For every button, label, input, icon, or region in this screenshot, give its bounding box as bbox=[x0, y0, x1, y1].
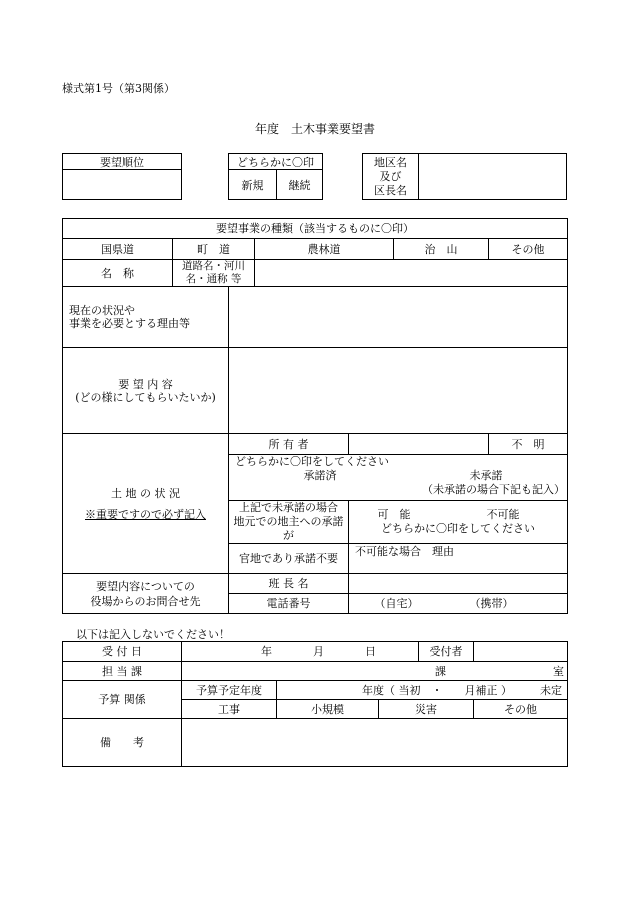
current-status-label bbox=[63, 287, 229, 348]
not-approved-option[interactable]: 未承諾 bbox=[469, 469, 503, 482]
budget-undecided-option[interactable]: 未定 bbox=[540, 683, 562, 697]
types-header: 要望事業の種類（該当するものに〇印） bbox=[63, 219, 568, 239]
not-approved-note: （未承諾の場合下記も記入） bbox=[422, 483, 565, 496]
impossible-reason-label: 不可能な場合 理由 bbox=[355, 545, 454, 558]
possible-option[interactable]: 可 能 bbox=[377, 508, 411, 521]
rank-field[interactable] bbox=[63, 170, 181, 200]
document-title: 年度 土木事業要望書 bbox=[254, 122, 375, 136]
department-ka-label: 課 bbox=[435, 664, 446, 678]
continue-option[interactable]: 継続 bbox=[288, 179, 311, 192]
office-use-notice: 以下は記入しないでください！ bbox=[76, 628, 230, 641]
land-status-label bbox=[63, 434, 229, 574]
leader-name-field[interactable] bbox=[349, 574, 568, 594]
new-or-continue-box bbox=[228, 153, 323, 200]
district-label bbox=[363, 154, 419, 199]
approval-status-cell bbox=[229, 455, 568, 501]
request-content-label-line2: (どの様にしてもらいたいか) bbox=[75, 390, 216, 404]
if-not-approved-label bbox=[229, 501, 349, 544]
impossible-reason-field[interactable] bbox=[349, 544, 568, 574]
budget-year-field[interactable] bbox=[277, 681, 568, 700]
category-disaster[interactable]: 災害 bbox=[379, 700, 474, 719]
department-field[interactable] bbox=[182, 662, 568, 681]
district-label-line1: 地区名 bbox=[374, 156, 407, 169]
budget-label: 予算 関係 bbox=[63, 681, 182, 719]
rank-box bbox=[62, 153, 182, 200]
gov-land-option[interactable]: 官地であり承諾不要 bbox=[229, 544, 349, 574]
request-content-field[interactable] bbox=[229, 348, 568, 434]
approved-option[interactable]: 承諾済 bbox=[303, 469, 337, 482]
phone-label: 電話番号 bbox=[229, 594, 349, 614]
phone-home-label: （自宅） bbox=[374, 597, 419, 610]
new-option[interactable]: 新規 bbox=[229, 170, 277, 200]
name-label: 名 称 bbox=[63, 260, 173, 287]
remarks-field[interactable] bbox=[182, 719, 568, 767]
district-field[interactable] bbox=[419, 154, 566, 199]
contact-label-line2: 役場からのお問合せ先 bbox=[90, 594, 201, 608]
district-box bbox=[362, 153, 567, 200]
receiver-label: 受付者 bbox=[419, 642, 474, 662]
current-status-label-line1: 現在の状況や bbox=[69, 304, 135, 317]
if-not-approved-line2: 地元での地主への承諾が bbox=[233, 515, 344, 542]
received-date-label: 受 付 日 bbox=[63, 642, 182, 662]
request-content-label-line1: 要 望 内 容 bbox=[118, 377, 173, 391]
impossible-option[interactable]: 不可能 bbox=[486, 508, 520, 521]
owner-label: 所 有 者 bbox=[229, 434, 349, 455]
budget-year-label: 予算予定年度 bbox=[182, 681, 277, 700]
land-status-note: ※重要ですので必ず記入 bbox=[85, 507, 206, 521]
remarks-label: 備 考 bbox=[63, 719, 182, 767]
request-content-label bbox=[63, 348, 229, 434]
new-or-continue-header: どちらかに〇印 bbox=[229, 154, 322, 170]
name-hint: 道路名・河川名・通称 等 bbox=[173, 260, 255, 287]
type-other[interactable]: その他 bbox=[489, 239, 568, 260]
budget-year-value: 年度（ 当初 ・ 月補正 ） bbox=[362, 683, 512, 697]
name-field[interactable] bbox=[255, 260, 568, 287]
type-prefectural-road[interactable]: 国県道 bbox=[63, 239, 173, 260]
current-status-field[interactable] bbox=[229, 287, 568, 348]
contact-label bbox=[63, 574, 229, 614]
rank-label: 要望順位 bbox=[63, 154, 181, 170]
received-date-field[interactable] bbox=[182, 642, 419, 662]
type-erosion-control[interactable]: 治 山 bbox=[394, 239, 489, 260]
district-label-line3: 区長名 bbox=[374, 184, 407, 197]
landowner-consent-cell bbox=[349, 501, 568, 544]
type-town-road[interactable]: 町 道 bbox=[173, 239, 255, 260]
land-status-title: 土 地 の 状 況 bbox=[111, 486, 180, 500]
department-label: 担 当 課 bbox=[63, 662, 182, 681]
owner-unknown-option[interactable]: 不 明 bbox=[489, 434, 568, 455]
request-form-table bbox=[62, 218, 568, 614]
district-label-line2: 及び bbox=[379, 170, 402, 183]
date-day-label: 日 bbox=[365, 645, 376, 658]
department-shitsu-label: 室 bbox=[553, 664, 564, 678]
leader-name-label: 班 長 名 bbox=[229, 574, 349, 594]
owner-field[interactable] bbox=[349, 434, 489, 455]
phone-field[interactable] bbox=[349, 594, 568, 614]
category-other[interactable]: その他 bbox=[474, 700, 568, 719]
current-status-label-line2: 事業を必要とする理由等 bbox=[69, 317, 190, 330]
receiver-field[interactable] bbox=[474, 642, 568, 662]
type-farm-forest-road[interactable]: 農林道 bbox=[255, 239, 394, 260]
phone-mobile-label: （携帯） bbox=[469, 597, 514, 610]
date-year-label: 年 bbox=[261, 645, 272, 658]
consent-instruction: どちらかに〇印をしてください bbox=[381, 522, 535, 535]
form-number-label: 様式第1号（第3関係） bbox=[62, 82, 175, 95]
contact-label-line1: 要望内容についての bbox=[96, 579, 195, 593]
category-small-scale[interactable]: 小規模 bbox=[277, 700, 379, 719]
category-construction[interactable]: 工事 bbox=[182, 700, 277, 719]
date-month-label: 月 bbox=[313, 645, 324, 658]
office-use-table bbox=[62, 641, 568, 767]
if-not-approved-line1: 上記で未承諾の場合 bbox=[239, 501, 338, 514]
approval-instruction: どちらかに〇印をしてください bbox=[235, 455, 389, 468]
